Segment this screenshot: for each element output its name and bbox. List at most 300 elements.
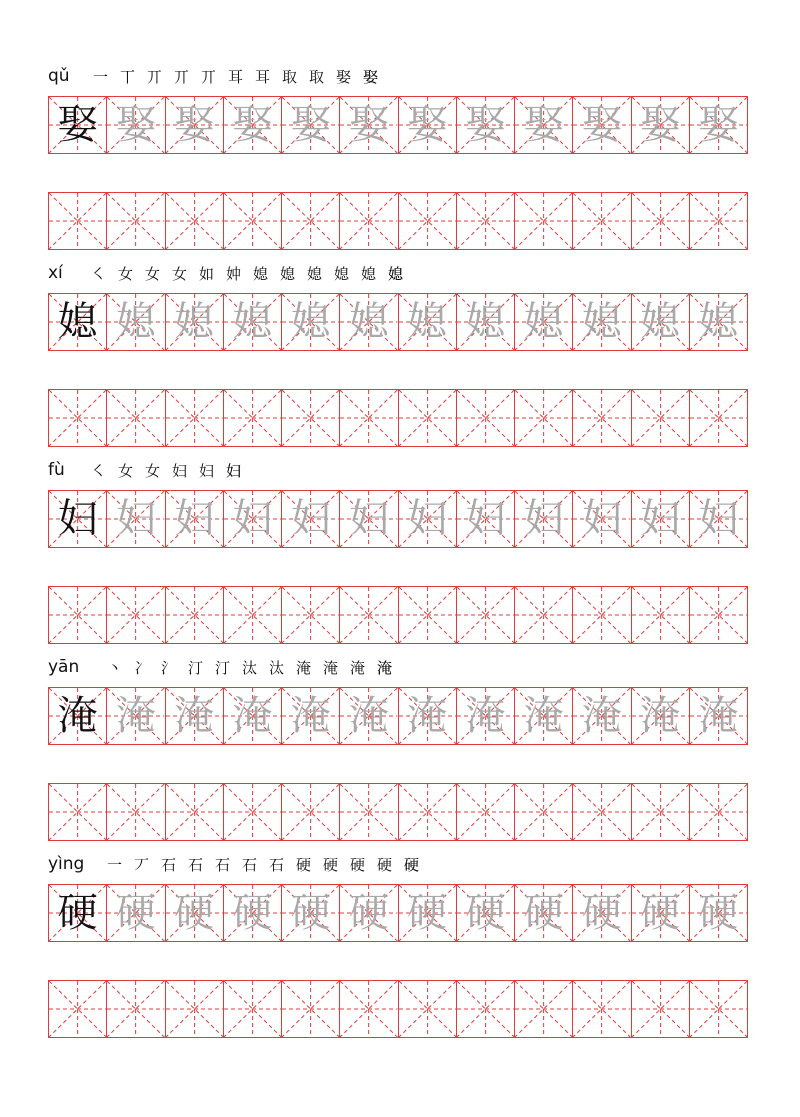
grid-cell[interactable] xyxy=(456,97,514,153)
grid-cell[interactable] xyxy=(514,491,572,547)
stroke-order xyxy=(102,854,424,876)
mi-grid-guide xyxy=(399,784,456,840)
trace-character: 妇 xyxy=(232,496,273,542)
mi-grid-guide xyxy=(457,587,514,643)
mi-grid-guide xyxy=(690,981,747,1037)
trace-character: 硬 xyxy=(581,890,622,936)
empty-grid-cell[interactable] xyxy=(223,193,281,249)
grid-cell[interactable] xyxy=(223,885,281,941)
mi-grid-guide xyxy=(49,193,106,249)
empty-grid-cell[interactable] xyxy=(514,193,572,249)
character-block xyxy=(48,458,751,644)
mi-grid-guide xyxy=(690,784,747,840)
empty-grid-cell[interactable] xyxy=(339,981,397,1037)
stroke-step: 媳 xyxy=(279,265,295,283)
stroke-step: 丅 xyxy=(119,68,135,86)
empty-grid-cell[interactable] xyxy=(281,784,339,840)
mi-grid-guide xyxy=(573,390,630,446)
empty-grid-cell[interactable] xyxy=(631,784,689,840)
pinyin-label: xí xyxy=(48,263,63,283)
mi-grid-guide xyxy=(632,981,689,1037)
empty-grid-cell[interactable] xyxy=(689,193,747,249)
trace-character: 娶 xyxy=(348,102,389,148)
blank-practice-row xyxy=(48,783,748,841)
mi-grid-guide xyxy=(166,587,223,643)
trace-character: 淹 xyxy=(174,693,215,739)
trace-character: 媳 xyxy=(407,299,448,345)
trace-character: 妇 xyxy=(640,496,681,542)
mi-grid-guide xyxy=(107,981,164,1037)
pinyin-label: qǔ xyxy=(48,66,70,86)
grid-cell[interactable] xyxy=(165,97,223,153)
practice-row xyxy=(48,96,748,154)
grid-cell[interactable] xyxy=(631,97,689,153)
stroke-step: 硬 xyxy=(349,856,365,874)
mi-grid-guide xyxy=(515,390,572,446)
trace-character: 娶 xyxy=(640,102,681,148)
stroke-step: 媳 xyxy=(306,265,322,283)
empty-grid-cell[interactable] xyxy=(339,193,397,249)
mi-grid-guide xyxy=(107,193,164,249)
grid-cell[interactable] xyxy=(281,97,339,153)
character-header xyxy=(48,655,751,687)
trace-character: 娶 xyxy=(581,102,622,148)
blank-practice-row xyxy=(48,980,748,1038)
grid-cell[interactable] xyxy=(398,688,456,744)
trace-character: 淹 xyxy=(232,693,273,739)
grid-cell[interactable] xyxy=(49,688,106,744)
empty-grid-cell[interactable] xyxy=(689,587,747,643)
stroke-step: 女 xyxy=(144,462,160,480)
stroke-step: 女 xyxy=(171,265,187,283)
trace-character: 娶 xyxy=(174,102,215,148)
stroke-step: 妇 xyxy=(171,462,187,480)
trace-character: 淹 xyxy=(115,693,156,739)
grid-cell[interactable] xyxy=(106,688,164,744)
empty-grid-cell[interactable] xyxy=(223,390,281,446)
grid-cell[interactable] xyxy=(398,491,456,547)
empty-grid-cell[interactable] xyxy=(165,981,223,1037)
trace-character: 妇 xyxy=(407,496,448,542)
trace-character: 妇 xyxy=(348,496,389,542)
trace-character: 淹 xyxy=(407,693,448,739)
mi-grid-guide xyxy=(282,587,339,643)
mi-grid-guide xyxy=(573,784,630,840)
grid-cell[interactable] xyxy=(514,885,572,941)
stroke-step: 丶 xyxy=(106,659,122,677)
stroke-step: 冫 xyxy=(133,659,149,677)
grid-cell[interactable] xyxy=(49,97,106,153)
trace-character: 媳 xyxy=(698,299,739,345)
grid-cell[interactable] xyxy=(165,885,223,941)
stroke-step: ㇛ xyxy=(90,462,106,480)
trace-character: 淹 xyxy=(523,693,564,739)
mi-grid-guide xyxy=(573,587,630,643)
mi-grid-guide xyxy=(224,390,281,446)
pinyin-label: yān xyxy=(48,657,80,677)
grid-cell[interactable] xyxy=(514,688,572,744)
mi-grid-guide xyxy=(107,587,164,643)
stroke-step: 淹 xyxy=(295,659,311,677)
mi-grid-guide xyxy=(340,784,397,840)
grid-cell[interactable] xyxy=(689,688,747,744)
mi-grid-guide xyxy=(166,981,223,1037)
empty-grid-cell[interactable] xyxy=(689,981,747,1037)
stroke-step: 媳 xyxy=(252,265,268,283)
mi-grid-guide xyxy=(166,193,223,249)
stroke-step: 娶 xyxy=(335,68,351,86)
mi-grid-guide xyxy=(282,784,339,840)
empty-grid-cell[interactable] xyxy=(631,587,689,643)
mi-grid-guide xyxy=(632,784,689,840)
empty-grid-cell[interactable] xyxy=(456,784,514,840)
grid-cell[interactable] xyxy=(398,294,456,350)
stroke-step: 媳 xyxy=(360,265,376,283)
mi-grid-guide xyxy=(224,981,281,1037)
mi-grid-guide xyxy=(282,193,339,249)
mi-grid-guide xyxy=(49,587,106,643)
pinyin-label: fù xyxy=(48,460,65,480)
trace-character: 硬 xyxy=(348,890,389,936)
empty-grid-cell[interactable] xyxy=(689,390,747,446)
grid-cell[interactable] xyxy=(339,97,397,153)
stroke-step: 石 xyxy=(160,856,176,874)
stroke-step: 硬 xyxy=(376,856,392,874)
model-character: 妇 xyxy=(57,496,98,542)
trace-character: 媳 xyxy=(581,299,622,345)
stroke-step: 石 xyxy=(214,856,230,874)
stroke-step: 女 xyxy=(117,265,133,283)
mi-grid-guide xyxy=(399,587,456,643)
empty-grid-cell[interactable] xyxy=(223,784,281,840)
stroke-step: 氵 xyxy=(160,659,176,677)
empty-grid-cell[interactable] xyxy=(49,390,106,446)
empty-grid-cell[interactable] xyxy=(398,981,456,1037)
trace-character: 妇 xyxy=(290,496,331,542)
grid-cell[interactable] xyxy=(689,491,747,547)
grid-cell[interactable] xyxy=(572,688,630,744)
grid-cell[interactable] xyxy=(572,97,630,153)
mi-grid-guide xyxy=(224,587,281,643)
empty-grid-cell[interactable] xyxy=(514,981,572,1037)
grid-cell[interactable] xyxy=(339,491,397,547)
grid-cell[interactable] xyxy=(106,294,164,350)
trace-character: 媳 xyxy=(640,299,681,345)
practice-row xyxy=(48,884,748,942)
empty-grid-cell[interactable] xyxy=(49,193,106,249)
mi-grid-guide xyxy=(690,390,747,446)
trace-character: 硬 xyxy=(523,890,564,936)
stroke-step: 丌 xyxy=(146,68,162,86)
grid-cell[interactable] xyxy=(689,294,747,350)
grid-cell[interactable] xyxy=(456,294,514,350)
trace-character: 硬 xyxy=(465,890,506,936)
mi-grid-guide xyxy=(166,390,223,446)
trace-character: 媳 xyxy=(465,299,506,345)
empty-grid-cell[interactable] xyxy=(631,193,689,249)
empty-grid-cell[interactable] xyxy=(165,390,223,446)
empty-grid-cell[interactable] xyxy=(456,981,514,1037)
empty-grid-cell[interactable] xyxy=(106,587,164,643)
empty-grid-cell[interactable] xyxy=(106,981,164,1037)
stroke-step: 石 xyxy=(187,856,203,874)
grid-cell[interactable] xyxy=(49,491,106,547)
empty-grid-cell[interactable] xyxy=(572,784,630,840)
trace-character: 淹 xyxy=(290,693,331,739)
grid-cell[interactable] xyxy=(572,885,630,941)
trace-character: 硬 xyxy=(698,890,739,936)
grid-cell[interactable] xyxy=(631,688,689,744)
mi-grid-guide xyxy=(457,981,514,1037)
mi-grid-guide xyxy=(632,390,689,446)
mi-grid-guide xyxy=(399,981,456,1037)
grid-cell[interactable] xyxy=(281,688,339,744)
grid-cell[interactable] xyxy=(223,491,281,547)
trace-character: 妇 xyxy=(174,496,215,542)
trace-character: 媳 xyxy=(232,299,273,345)
model-character: 娶 xyxy=(57,102,98,148)
grid-cell[interactable] xyxy=(631,491,689,547)
stroke-order xyxy=(102,657,397,679)
empty-grid-cell[interactable] xyxy=(398,587,456,643)
stroke-step: 汀 xyxy=(214,659,230,677)
empty-grid-cell[interactable] xyxy=(49,981,106,1037)
character-block xyxy=(48,261,751,447)
grid-cell[interactable] xyxy=(223,688,281,744)
character-block xyxy=(48,852,751,1038)
trace-character: 硬 xyxy=(407,890,448,936)
grid-cell[interactable] xyxy=(398,97,456,153)
empty-grid-cell[interactable] xyxy=(223,981,281,1037)
grid-cell[interactable] xyxy=(281,294,339,350)
empty-grid-cell[interactable] xyxy=(106,390,164,446)
grid-cell[interactable] xyxy=(631,885,689,941)
empty-grid-cell[interactable] xyxy=(572,587,630,643)
empty-grid-cell[interactable] xyxy=(281,193,339,249)
character-header xyxy=(48,64,751,96)
mi-grid-guide xyxy=(340,587,397,643)
mi-grid-guide xyxy=(399,390,456,446)
trace-character: 媳 xyxy=(115,299,156,345)
mi-grid-guide xyxy=(282,390,339,446)
grid-cell[interactable] xyxy=(572,294,630,350)
mi-grid-guide xyxy=(224,193,281,249)
character-block xyxy=(48,655,751,841)
grid-cell[interactable] xyxy=(49,885,106,941)
grid-cell[interactable] xyxy=(339,294,397,350)
grid-cell[interactable] xyxy=(689,885,747,941)
stroke-step: 汰 xyxy=(241,659,257,677)
grid-cell[interactable] xyxy=(223,294,281,350)
stroke-step: 妇 xyxy=(198,462,214,480)
trace-character: 妇 xyxy=(465,496,506,542)
grid-cell[interactable] xyxy=(572,491,630,547)
mi-grid-guide xyxy=(573,981,630,1037)
empty-grid-cell[interactable] xyxy=(49,587,106,643)
stroke-order xyxy=(88,66,383,88)
grid-cell[interactable] xyxy=(631,294,689,350)
mi-grid-guide xyxy=(224,784,281,840)
empty-grid-cell[interactable] xyxy=(689,784,747,840)
empty-grid-cell[interactable] xyxy=(398,390,456,446)
mi-grid-guide xyxy=(515,587,572,643)
grid-cell[interactable] xyxy=(339,688,397,744)
trace-character: 硬 xyxy=(232,890,273,936)
stroke-step: 丌 xyxy=(173,68,189,86)
empty-grid-cell[interactable] xyxy=(456,587,514,643)
stroke-step: 一 xyxy=(92,68,108,86)
trace-character: 娶 xyxy=(465,102,506,148)
trace-character: 淹 xyxy=(581,693,622,739)
practice-row xyxy=(48,490,748,548)
grid-cell[interactable] xyxy=(165,688,223,744)
mi-grid-guide xyxy=(690,587,747,643)
grid-cell[interactable] xyxy=(165,294,223,350)
stroke-step: 石 xyxy=(241,856,257,874)
trace-character: 媳 xyxy=(348,299,389,345)
model-character: 淹 xyxy=(57,693,98,739)
mi-grid-guide xyxy=(340,193,397,249)
empty-grid-cell[interactable] xyxy=(456,390,514,446)
mi-grid-guide xyxy=(340,981,397,1037)
grid-cell[interactable] xyxy=(281,885,339,941)
mi-grid-guide xyxy=(49,981,106,1037)
trace-character: 妇 xyxy=(581,496,622,542)
empty-grid-cell[interactable] xyxy=(223,587,281,643)
grid-cell[interactable] xyxy=(106,97,164,153)
grid-cell[interactable] xyxy=(456,688,514,744)
grid-cell[interactable] xyxy=(456,491,514,547)
grid-cell[interactable] xyxy=(339,885,397,941)
stroke-order xyxy=(86,460,246,482)
trace-character: 媳 xyxy=(523,299,564,345)
grid-cell[interactable] xyxy=(456,885,514,941)
trace-character: 淹 xyxy=(348,693,389,739)
mi-grid-guide xyxy=(515,193,572,249)
grid-cell[interactable] xyxy=(689,97,747,153)
model-character: 硬 xyxy=(57,890,98,936)
empty-grid-cell[interactable] xyxy=(514,587,572,643)
empty-grid-cell[interactable] xyxy=(106,193,164,249)
grid-cell[interactable] xyxy=(106,885,164,941)
empty-grid-cell[interactable] xyxy=(165,587,223,643)
stroke-step: 取 xyxy=(308,68,324,86)
mi-grid-guide xyxy=(457,390,514,446)
empty-grid-cell[interactable] xyxy=(631,981,689,1037)
trace-character: 媳 xyxy=(290,299,331,345)
empty-grid-cell[interactable] xyxy=(398,193,456,249)
mi-grid-guide xyxy=(573,193,630,249)
empty-grid-cell[interactable] xyxy=(281,390,339,446)
stroke-step: 耳 xyxy=(254,68,270,86)
empty-grid-cell[interactable] xyxy=(106,784,164,840)
mi-grid-guide xyxy=(632,587,689,643)
stroke-step: 媳 xyxy=(333,265,349,283)
grid-cell[interactable] xyxy=(49,294,106,350)
trace-character: 硬 xyxy=(640,890,681,936)
trace-character: 娶 xyxy=(290,102,331,148)
empty-grid-cell[interactable] xyxy=(165,193,223,249)
trace-character: 硬 xyxy=(115,890,156,936)
stroke-step: 硬 xyxy=(403,856,419,874)
empty-grid-cell[interactable] xyxy=(398,784,456,840)
grid-cell[interactable] xyxy=(514,97,572,153)
pinyin-label: yìng xyxy=(48,854,85,874)
mi-grid-guide xyxy=(690,193,747,249)
empty-grid-cell[interactable] xyxy=(281,981,339,1037)
mi-grid-guide xyxy=(166,784,223,840)
trace-character: 娶 xyxy=(698,102,739,148)
stroke-step: 石 xyxy=(268,856,284,874)
stroke-step: 淹 xyxy=(322,659,338,677)
trace-character: 淹 xyxy=(465,693,506,739)
trace-character: 娶 xyxy=(523,102,564,148)
stroke-step: 女 xyxy=(144,265,160,283)
empty-grid-cell[interactable] xyxy=(572,981,630,1037)
trace-character: 硬 xyxy=(290,890,331,936)
stroke-step: 一 xyxy=(106,856,122,874)
empty-grid-cell[interactable] xyxy=(456,193,514,249)
stroke-order xyxy=(86,263,408,285)
empty-grid-cell[interactable] xyxy=(514,390,572,446)
trace-character: 淹 xyxy=(698,693,739,739)
empty-grid-cell[interactable] xyxy=(281,587,339,643)
empty-grid-cell[interactable] xyxy=(165,784,223,840)
grid-cell[interactable] xyxy=(223,97,281,153)
mi-grid-guide xyxy=(340,390,397,446)
grid-cell[interactable] xyxy=(514,294,572,350)
empty-grid-cell[interactable] xyxy=(339,390,397,446)
empty-grid-cell[interactable] xyxy=(339,587,397,643)
grid-cell[interactable] xyxy=(165,491,223,547)
model-character: 媳 xyxy=(57,299,98,345)
grid-cell[interactable] xyxy=(106,491,164,547)
mi-grid-guide xyxy=(457,193,514,249)
mi-grid-guide xyxy=(49,390,106,446)
empty-grid-cell[interactable] xyxy=(572,390,630,446)
character-header xyxy=(48,458,751,490)
stroke-step: 淹 xyxy=(349,659,365,677)
mi-grid-guide xyxy=(457,784,514,840)
stroke-step: 娶 xyxy=(362,68,378,86)
blank-practice-row xyxy=(48,192,748,250)
character-header xyxy=(48,852,751,884)
stroke-step: 汀 xyxy=(187,659,203,677)
stroke-step: 妕 xyxy=(225,265,241,283)
mi-grid-guide xyxy=(515,784,572,840)
empty-grid-cell[interactable] xyxy=(631,390,689,446)
stroke-step: ㇛ xyxy=(90,265,106,283)
empty-grid-cell[interactable] xyxy=(572,193,630,249)
stroke-step: 丌 xyxy=(200,68,216,86)
stroke-step: 耳 xyxy=(227,68,243,86)
trace-character: 娶 xyxy=(232,102,273,148)
character-header xyxy=(48,261,751,293)
stroke-step: 淹 xyxy=(376,659,392,677)
practice-row xyxy=(48,293,748,351)
stroke-step: 媳 xyxy=(387,265,403,283)
trace-character: 娶 xyxy=(115,102,156,148)
stroke-step: 汰 xyxy=(268,659,284,677)
empty-grid-cell[interactable] xyxy=(49,784,106,840)
empty-grid-cell[interactable] xyxy=(514,784,572,840)
practice-row xyxy=(48,687,748,745)
grid-cell[interactable] xyxy=(281,491,339,547)
grid-cell[interactable] xyxy=(398,885,456,941)
trace-character: 娶 xyxy=(407,102,448,148)
blank-practice-row xyxy=(48,389,748,447)
empty-grid-cell[interactable] xyxy=(339,784,397,840)
